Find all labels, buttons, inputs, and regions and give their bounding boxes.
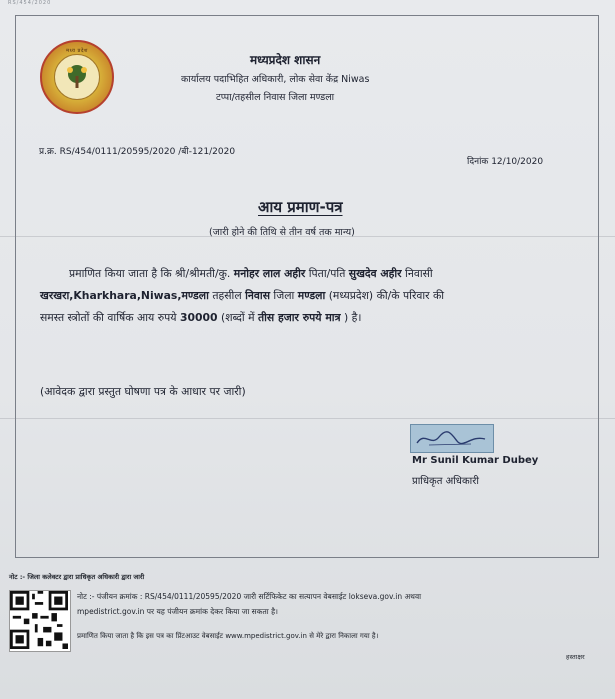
body-text: समस्त स्त्रोतों की वार्षिक आय रुपये: [40, 311, 180, 324]
footer-note-2-line-2: mpedistrict.gov.in पर यह पंजीयन क्रमांक देकर किया जा सकता है।: [77, 607, 278, 616]
banyan-tree-icon: [62, 62, 92, 92]
father-name: सुखदेव अहीर: [348, 267, 402, 280]
body-text: (शब्दों में: [217, 311, 258, 324]
certificate-body-line-1: [69, 263, 433, 285]
declaration-note: (आवेदक द्वारा प्रस्तुत घोषणा पत्र के आधार पर जारी): [40, 385, 246, 398]
applicant-name: मनोहर लाल अहीर: [233, 267, 306, 280]
signature-stamp-icon: [410, 424, 494, 453]
tehsil-name: निवास: [245, 289, 270, 302]
income-in-words: तीस हजार रुपये मात्र: [257, 311, 341, 324]
footer-sign-label: हस्ताक्षर: [566, 653, 585, 661]
certificate-body-line-2: [40, 285, 444, 307]
reference-number: प्र.क्र. RS/454/0111/20595/2020 /बी-121/2020: [39, 147, 236, 157]
district-name: मण्डला: [297, 289, 326, 302]
signatory-designation: प्राधिकृत अधिकारी: [412, 476, 479, 487]
certificate-body-line-3: [40, 307, 361, 329]
applicant-address: खरखरा,Kharkhara,Niwas,मण्डला: [40, 289, 209, 302]
body-text: निवासी: [401, 267, 433, 280]
qr-code-pattern: [10, 591, 68, 649]
office-name: कार्यालय पदाभिहित अधिकारी, लोक सेवा केंद्र Niwas: [181, 74, 370, 85]
body-text: ) है।: [340, 311, 362, 324]
certificate-title: आय प्रमाण-पत्र: [258, 198, 343, 216]
body-text: जिला: [270, 289, 298, 302]
seal-emblem: [54, 54, 100, 100]
body-text: पिता/पति: [305, 267, 349, 280]
signature-scribble: [411, 425, 493, 452]
qr-code-icon: [9, 590, 71, 652]
footer-note-1: नोट :- जिला कलेक्टर द्वारा प्राधिकृत अधिकारी द्वारा जारी: [9, 573, 145, 581]
body-text: तहसील: [208, 289, 246, 302]
footer-note-2-line-1: नोट :- पंजीयन क्रमांक : RS/454/0111/20595/2020 जारी सर्टिफिकेट का सत्यापन वेबसाईट lokseva.gov.in अथवा: [77, 592, 422, 601]
top-strip-text: RS/454/2020: [8, 0, 52, 6]
office-location: टप्पा/तहसील निवास जिला मण्डला: [216, 92, 335, 103]
government-heading: मध्यप्रदेश शासन: [250, 53, 321, 67]
seal-text: मध्य प्रदेश: [66, 48, 88, 54]
signatory-name: Mr Sunil Kumar Dubey: [412, 455, 539, 466]
body-text: (मध्यप्रदेश) की/के परिवार की: [325, 289, 445, 302]
validity-note: (जारी होने की तिथि से तीन वर्ष तक मान्य): [209, 227, 355, 238]
mp-government-seal-icon: [40, 40, 114, 114]
annual-income: 30000: [179, 311, 218, 324]
issue-date: दिनांक 12/10/2020: [467, 157, 544, 167]
footer-note-3: प्रमाणित किया जाता है कि इस पत्र का प्रिंटआउट वेबसाईट www.mpedistrict.gov.in से मेरे द्वारा निकाला गया है।: [77, 632, 379, 640]
body-text: प्रमाणित किया जाता है कि श्री/श्रीमती/कु.: [69, 267, 234, 280]
